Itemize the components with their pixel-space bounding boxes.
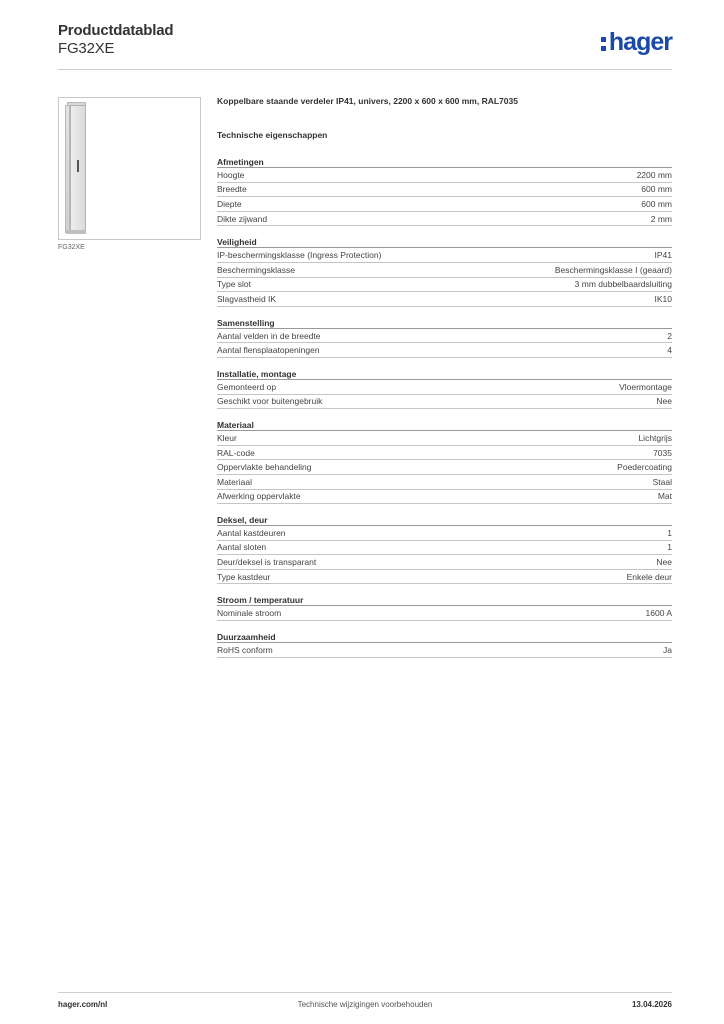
property-label: Diepte	[217, 198, 242, 209]
section-title: Installatie, montage	[217, 366, 672, 380]
section	[217, 154, 672, 226]
property-label: Beschermingsklasse	[217, 264, 295, 275]
property-row	[217, 555, 672, 570]
property-value: 2 mm	[650, 213, 672, 224]
property-row	[217, 541, 672, 556]
property-value: 600 mm	[641, 198, 672, 209]
section-title: Samenstelling	[217, 315, 672, 329]
property-value: 1600 A	[645, 608, 672, 619]
section-title: Materiaal	[217, 417, 672, 431]
footer-date: 13.04.2026	[631, 1000, 672, 1009]
product-description: Koppelbare staande verdeler IP41, univers, 2200 x 600 x 600 mm, RAL7035	[217, 96, 518, 106]
section	[217, 366, 672, 409]
property-label: Type kastdeur	[217, 571, 271, 582]
property-value: 4	[667, 345, 672, 356]
property-label: Afwerking oppervlakte	[217, 491, 301, 502]
property-value: Enkele deur	[626, 571, 672, 582]
property-row	[217, 460, 672, 475]
property-label: Aantal sloten	[217, 542, 267, 553]
property-label: Oppervlakte behandeling	[217, 462, 312, 473]
property-label: Materiaal	[217, 476, 252, 487]
section-title: Afmetingen	[217, 154, 672, 168]
property-value: Poedercoating	[617, 462, 672, 473]
property-value: 3 mm dubbelbaardsluiting	[574, 279, 672, 290]
property-label: Hoogte	[217, 169, 245, 180]
section	[217, 512, 672, 584]
property-row	[217, 380, 672, 395]
logo-text: hager	[608, 28, 672, 56]
property-label: Aantal kastdeuren	[217, 527, 286, 538]
document-title: Productdatablad	[58, 22, 174, 39]
property-row	[217, 570, 672, 585]
footer-disclaimer: Technische wijzigingen voorbehouden	[297, 1000, 433, 1009]
property-label: Aantal velden in de breedte	[217, 330, 321, 341]
property-label: RAL-code	[217, 447, 255, 458]
property-label: Slagvastheid IK	[217, 293, 277, 304]
section	[217, 592, 672, 621]
property-label: Gemonteerd op	[217, 381, 277, 392]
property-row	[217, 292, 672, 307]
cabinet-illustration	[65, 102, 87, 235]
property-value: IK10	[654, 293, 672, 304]
section	[217, 234, 672, 306]
product-image	[58, 97, 201, 240]
property-label: Nominale stroom	[217, 608, 282, 619]
property-value: 2200 mm	[636, 169, 672, 180]
property-label: Breedte	[217, 184, 247, 195]
property-row	[217, 197, 672, 212]
property-row	[217, 343, 672, 358]
property-value: Staal	[652, 476, 672, 487]
property-label: RoHS conform	[217, 644, 273, 655]
property-value: 2	[667, 330, 672, 341]
section	[217, 417, 672, 504]
property-row	[217, 526, 672, 541]
property-row	[217, 643, 672, 658]
property-value: Ja	[663, 644, 672, 655]
section-title: Deksel, deur	[217, 512, 672, 526]
section	[217, 629, 672, 658]
product-code: FG32XE	[58, 40, 115, 57]
properties-heading: Technische eigenschappen	[217, 130, 328, 140]
property-label: Deur/deksel is transparant	[217, 557, 317, 568]
property-row	[217, 278, 672, 293]
property-row	[217, 263, 672, 278]
property-value: Beschermingsklasse I (geaard)	[554, 264, 672, 275]
logo-dots-icon	[601, 33, 608, 51]
property-sections	[217, 154, 672, 658]
page-header	[58, 22, 672, 70]
section-title: Stroom / temperatuur	[217, 592, 672, 606]
property-value: 1	[667, 527, 672, 538]
property-row	[217, 490, 672, 505]
property-row	[217, 431, 672, 446]
section-title: Veiligheid	[217, 234, 672, 248]
property-row	[217, 212, 672, 227]
property-label: Dikte zijwand	[217, 213, 268, 224]
property-value: 7035	[653, 447, 672, 458]
property-row	[217, 446, 672, 461]
product-details	[217, 95, 672, 666]
property-label: Aantal flensplaatopeningen	[217, 345, 320, 356]
property-row	[217, 248, 672, 263]
property-row	[217, 395, 672, 410]
property-row	[217, 329, 672, 344]
property-value: Mat	[657, 491, 672, 502]
property-label: Kleur	[217, 432, 237, 443]
image-caption: FG32XE	[58, 244, 85, 251]
property-value: Nee	[656, 557, 672, 568]
section-title: Duurzaamheid	[217, 629, 672, 643]
section	[217, 315, 672, 358]
property-row	[217, 606, 672, 621]
property-value: 1	[667, 542, 672, 553]
property-row	[217, 475, 672, 490]
property-value: Lichtgrijs	[638, 432, 672, 443]
property-label: IP-beschermingsklasse (Ingress Protection)	[217, 250, 382, 261]
property-row	[217, 183, 672, 198]
property-label: Geschikt voor buitengebruik	[217, 396, 323, 407]
property-value: Vloermontage	[619, 381, 672, 392]
hager-logo	[601, 28, 672, 57]
property-label: Type slot	[217, 279, 252, 290]
footer-website[interactable]: hager.com/nl	[58, 1000, 108, 1009]
door-handle-icon	[77, 160, 79, 172]
property-value: Nee	[656, 396, 672, 407]
page-footer	[58, 992, 672, 1014]
property-row	[217, 168, 672, 183]
property-value: 600 mm	[641, 184, 672, 195]
property-value: IP41	[654, 250, 672, 261]
